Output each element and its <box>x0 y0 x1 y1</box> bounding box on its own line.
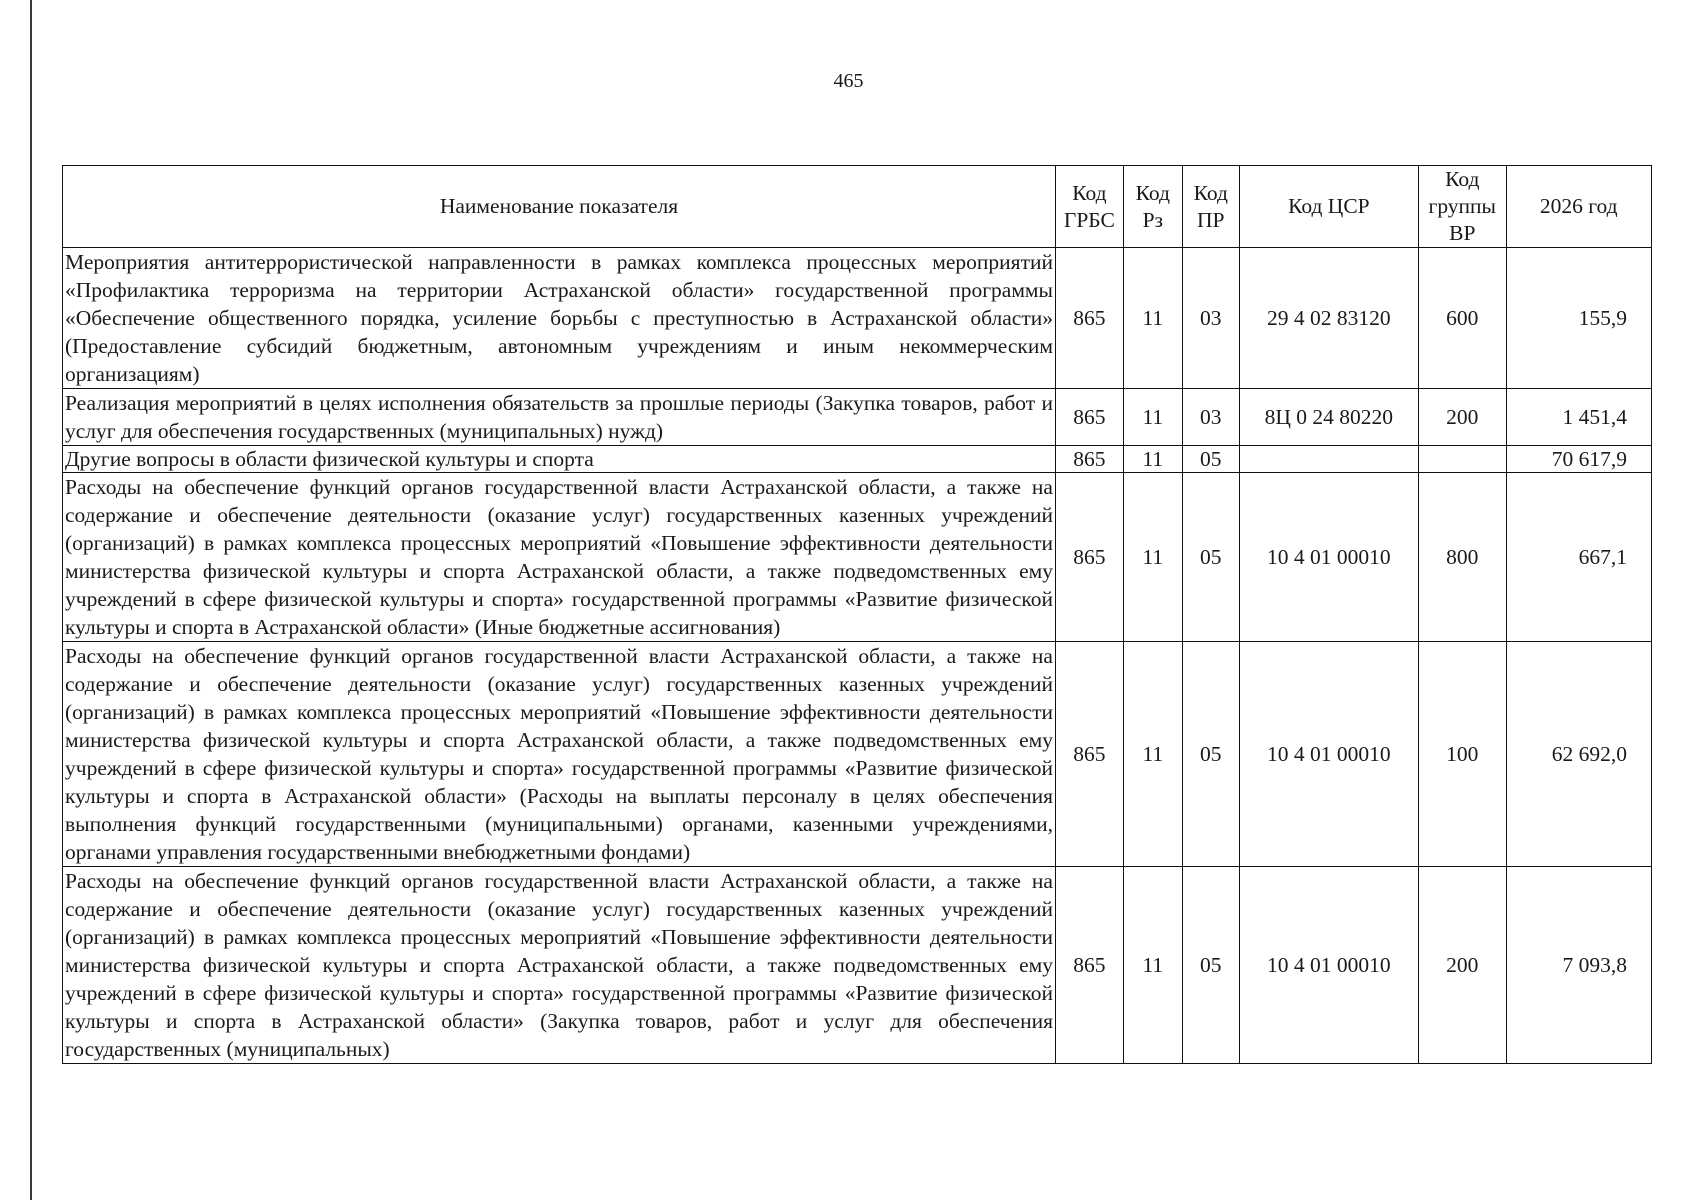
row-amount: 70 617,9 <box>1506 446 1651 473</box>
header-rz: Код Рз <box>1123 166 1182 248</box>
row-csr <box>1239 446 1418 473</box>
row-pr: 05 <box>1182 867 1239 1064</box>
row-rz: 11 <box>1123 867 1182 1064</box>
row-amount: 62 692,0 <box>1506 642 1651 867</box>
row-csr: 29 4 02 83120 <box>1239 248 1418 389</box>
row-vr <box>1419 446 1506 473</box>
row-amount: 155,9 <box>1506 248 1651 389</box>
row-vr: 100 <box>1419 642 1506 867</box>
row-pr: 03 <box>1182 389 1239 446</box>
header-csr: Код ЦСР <box>1239 166 1418 248</box>
row-grbs: 865 <box>1055 867 1123 1064</box>
row-vr: 200 <box>1419 867 1506 1064</box>
header-vr: Код группы ВР <box>1419 166 1506 248</box>
row-csr: 10 4 01 00010 <box>1239 473 1418 642</box>
table-row <box>63 248 1652 389</box>
row-amount: 7 093,8 <box>1506 867 1651 1064</box>
row-grbs: 865 <box>1055 248 1123 389</box>
table-header-row <box>63 166 1652 248</box>
table-row <box>63 446 1652 473</box>
row-name: Расходы на обеспечение функций органов государственной власти Астраханской области, а также на содержание и обеспечение деятельности (оказание услуг) государственных казенных учреждений (организаций) в рамках комплекса процессных мероприятий «Повышение эффективности деятельности министерства физической культуры и спорта Астраханской области, а также подведомственных ему учреждений в сфере физической культуры и спорта» государственной программы «Развитие физической культуры и спорта в Астраханской области» (Иные бюджетные ассигнования) <box>63 473 1056 642</box>
table-row <box>63 867 1652 1064</box>
row-grbs: 865 <box>1055 642 1123 867</box>
row-rz: 11 <box>1123 446 1182 473</box>
row-pr: 05 <box>1182 446 1239 473</box>
row-vr: 600 <box>1419 248 1506 389</box>
row-csr: 8Ц 0 24 80220 <box>1239 389 1418 446</box>
row-grbs: 865 <box>1055 473 1123 642</box>
header-name: Наименование показателя <box>63 166 1056 248</box>
row-rz: 11 <box>1123 642 1182 867</box>
row-csr: 10 4 01 00010 <box>1239 867 1418 1064</box>
budget-table <box>62 165 1652 1064</box>
header-year: 2026 год <box>1506 166 1651 248</box>
row-name: Расходы на обеспечение функций органов государственной власти Астраханской области, а также на содержание и обеспечение деятельности (оказание услуг) государственных казенных учреждений (организаций) в рамках комплекса процессных мероприятий «Повышение эффективности деятельности министерства физической культуры и спорта Астраханской области, а также подведомственных ему учреждений в сфере физической культуры и спорта» государственной программы «Развитие физической культуры и спорта в Астраханской области» (Закупка товаров, работ и услуг для обеспечения государственных (муниципальных) <box>63 867 1056 1064</box>
row-vr: 200 <box>1419 389 1506 446</box>
row-name: Другие вопросы в области физической культуры и спорта <box>63 446 1056 473</box>
row-rz: 11 <box>1123 389 1182 446</box>
header-grbs: Код ГРБС <box>1055 166 1123 248</box>
row-name: Мероприятия антитеррористической направленности в рамках комплекса процессных мероприятий «Профилактика терроризма на территории Астраханской области» государственной программы «Обеспечение общественного порядка, усиление борьбы с преступностью в Астраханской области» (Предоставление субсидий бюджетным, автономным учреждениям и иным некоммерческим организациям) <box>63 248 1056 389</box>
row-rz: 11 <box>1123 248 1182 389</box>
table-row <box>63 389 1652 446</box>
row-csr: 10 4 01 00010 <box>1239 642 1418 867</box>
table-row <box>63 473 1652 642</box>
row-pr: 05 <box>1182 473 1239 642</box>
header-pr: Код ПР <box>1182 166 1239 248</box>
page-number: 465 <box>833 70 864 92</box>
row-name: Реализация мероприятий в целях исполнения обязательств за прошлые периоды (Закупка товаров, работ и услуг для обеспечения государственных (муниципальных) нужд) <box>63 389 1056 446</box>
row-rz: 11 <box>1123 473 1182 642</box>
row-grbs: 865 <box>1055 446 1123 473</box>
row-vr: 800 <box>1419 473 1506 642</box>
row-pr: 05 <box>1182 642 1239 867</box>
row-amount: 667,1 <box>1506 473 1651 642</box>
table-row <box>63 642 1652 867</box>
row-amount: 1 451,4 <box>1506 389 1651 446</box>
row-pr: 03 <box>1182 248 1239 389</box>
row-grbs: 865 <box>1055 389 1123 446</box>
row-name: Расходы на обеспечение функций органов государственной власти Астраханской области, а также на содержание и обеспечение деятельности (оказание услуг) государственных казенных учреждений (организаций) в рамках комплекса процессных мероприятий «Повышение эффективности деятельности министерства физической культуры и спорта Астраханской области, а также подведомственных ему учреждений в сфере физической культуры и спорта» государственной программы «Развитие физической культуры и спорта в Астраханской области» (Расходы на выплаты персоналу в целях обеспечения выполнения функций государственными (муниципальными) органами, казенными учреждениями, органами управления государственными внебюджетными фондами) <box>63 642 1056 867</box>
scan-edge-line <box>30 0 32 1200</box>
